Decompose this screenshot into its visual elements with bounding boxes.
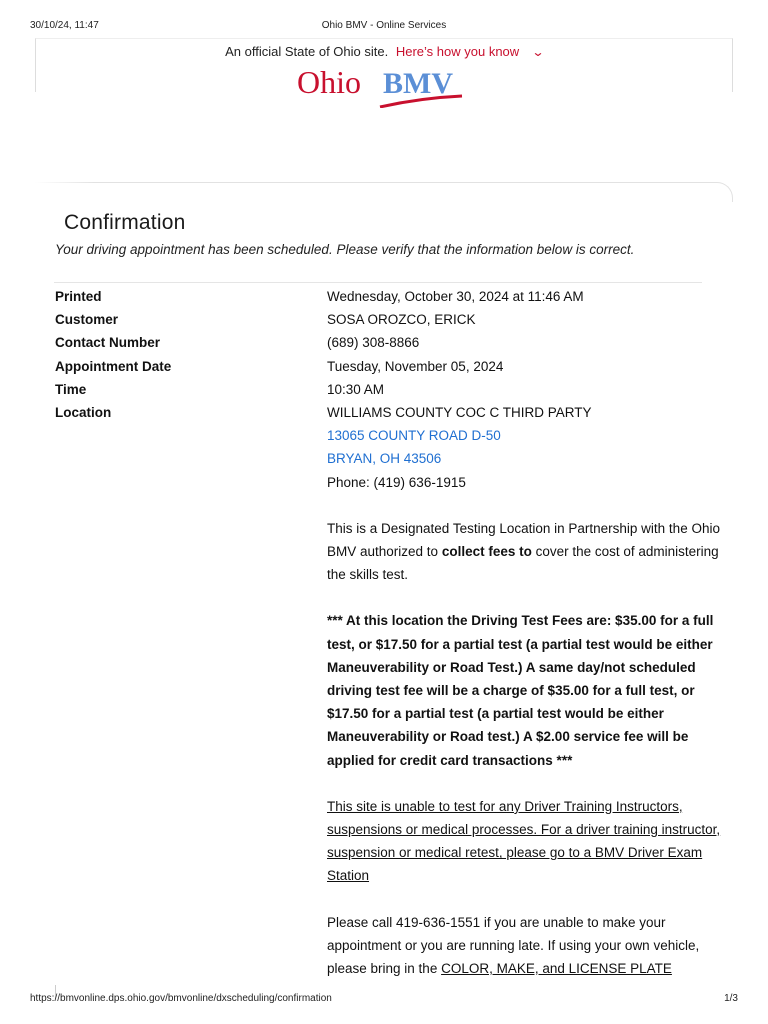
address-line2-link[interactable]: BRYAN, OH 43506 [327, 451, 442, 467]
partnership-text-a: This is a Designated Testing Location in Partnership with the Ohio BMV authorized to [327, 520, 720, 560]
appointment-date-value: Tuesday, November 05, 2024 [327, 358, 504, 374]
partnership-text-bold: collect fees to [441, 544, 532, 560]
address-line1-link[interactable]: 13065 COUNTY ROAD D-50 [327, 428, 501, 444]
print-footer [0, 993, 768, 1007]
call-paragraph [327, 911, 727, 981]
print-url: https://bmvonline.dps.ohio.gov/bmvonline/dxscheduling/confirmation [30, 993, 332, 1004]
customer-label: Customer [55, 312, 119, 328]
location-value [327, 401, 727, 980]
ohio-bmv-logo[interactable] [0, 58, 768, 108]
restrictions-paragraph: This site is unable to test for any Driver Training Instructors, suspensions or medical processes. For a driver training instructor, suspension or medical retest, please go to a BMV Driver Exam Station [327, 798, 721, 884]
print-page-title: Ohio BMV - Online Services [321, 20, 447, 31]
partnership-text-b: cover the cost of administering the skills test. [327, 544, 719, 583]
official-site-text: An official State of Ohio site. [225, 44, 389, 59]
how-you-know-link[interactable]: Here’s how you know [395, 44, 520, 59]
logo-ohio-text: Ohio [297, 64, 361, 100]
row-location [55, 401, 735, 980]
location-label: Location [55, 405, 112, 421]
print-page-number: 1/3 [724, 993, 738, 1004]
appointment-date-label: Appointment Date [55, 358, 172, 374]
time-value: 10:30 AM [327, 381, 385, 397]
row-printed [55, 285, 735, 308]
print-header [0, 20, 768, 34]
row-time [55, 378, 735, 401]
contact-label: Contact Number [55, 335, 161, 351]
confirmation-card [35, 182, 733, 202]
customer-value: SOSA OROZCO, ERICK [327, 312, 476, 328]
printed-label: Printed [55, 289, 102, 304]
official-site-banner [0, 44, 768, 59]
divider [54, 282, 702, 283]
vehicle-info-text: COLOR, MAKE, and LICENSE PLATE [441, 961, 672, 977]
card-edge-fade [35, 182, 95, 184]
row-appointment-date [55, 355, 735, 378]
fees-paragraph: *** At this location the Driving Test Fees are: $35.00 for a full test, or $17.50 for a partial test (a partial test would be either Maneuverability or Road Test.) A same day/not scheduled driving test fee will be a charge of $35.00 for a full test, or $17.50 for a partial test (a partial test would be either Maneuverability or Road test.) A $2.00 service fee will be applied for credit card transactions *** [327, 613, 714, 768]
location-name: WILLIAMS COUNTY COC C THIRD PARTY [327, 405, 592, 421]
contact-value: (689) 308-8866 [327, 335, 420, 351]
page-title: Confirmation [64, 211, 186, 234]
partnership-paragraph [327, 517, 727, 587]
row-customer [55, 308, 735, 331]
chevron-down-icon[interactable]: ⌄ [531, 45, 545, 59]
printed-value: Wednesday, October 30, 2024 at 11:46 AM [327, 289, 584, 304]
confirmation-subtitle: Your driving appointment has been scheduled. Please verify that the information below is correct. [55, 242, 635, 257]
row-contact [55, 331, 735, 354]
print-datetime: 30/10/24, 11:47 [30, 20, 99, 31]
time-label: Time [55, 381, 87, 397]
call-text: Please call 419-636-1551 if you are unable to make your appointment or you are running late. If using your own vehicle, please bring in the [327, 914, 700, 977]
logo-bmv-text: BMV [383, 67, 453, 100]
location-phone: Phone: (419) 636-1915 [327, 474, 466, 490]
appointment-details [55, 285, 735, 980]
